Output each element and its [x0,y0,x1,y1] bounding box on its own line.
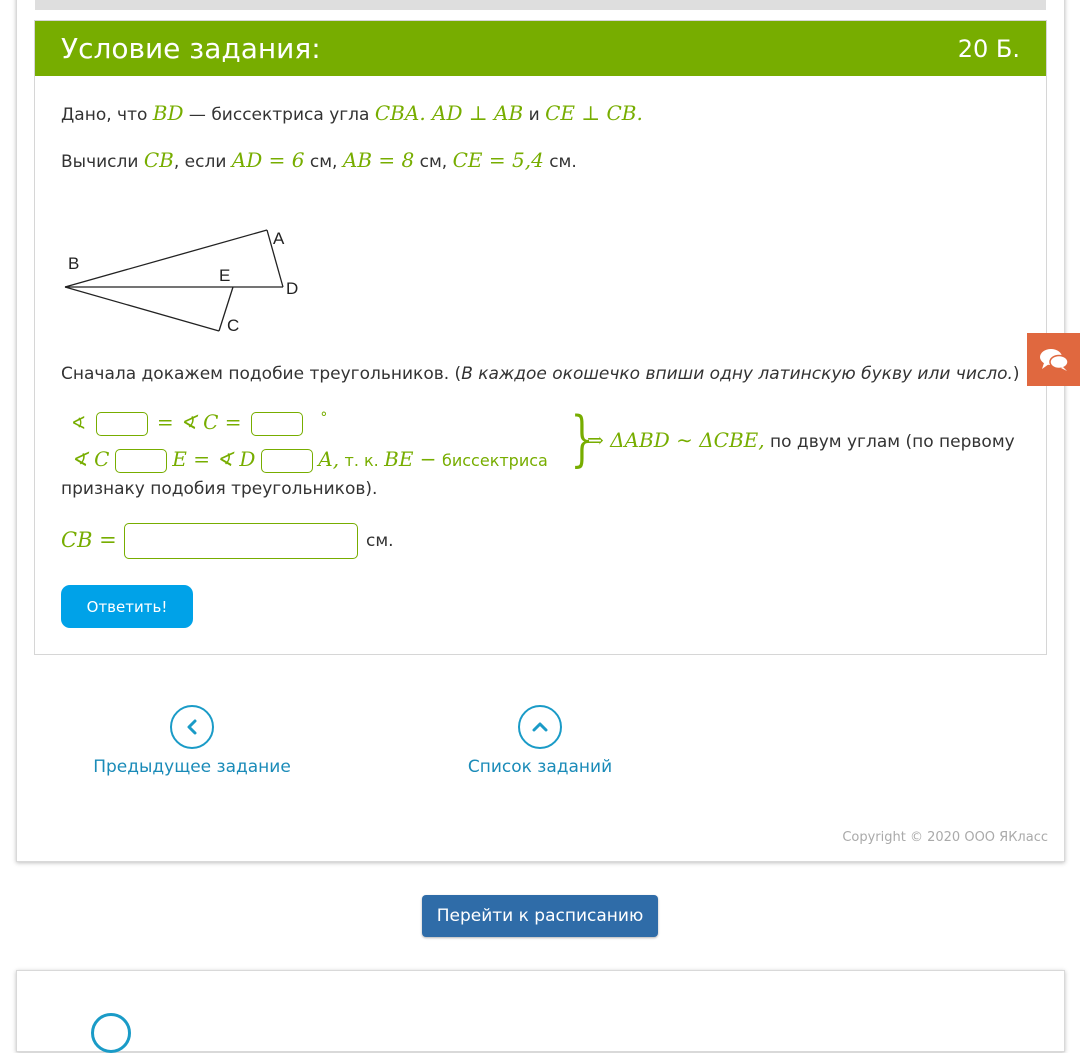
given-text-2: — биссектриса угла [188,105,370,125]
task-list-link[interactable] [440,705,640,777]
answer-box-1[interactable] [96,412,148,436]
chat-icon [1039,348,1069,372]
chat-button[interactable] [1027,333,1080,386]
label-d: D [286,279,299,298]
proof-intro-end: ) [1012,364,1020,384]
row1-eq: = ∢ C = [156,410,242,434]
task-panel [34,20,1047,655]
answer-box-2[interactable] [251,412,303,436]
label-c: C [227,316,240,335]
answer-cb-input[interactable] [124,523,358,559]
row2-tk: т. к. [344,451,379,470]
given-line [61,101,643,125]
task-points: 20 Б. [957,34,1020,63]
proof-intro [61,364,1020,384]
label-e: E [219,266,231,285]
curly-brace: } [570,404,594,474]
compute-ab: AB = 8 [342,148,415,172]
copyright: Copyright © 2020 ООО ЯКласс [842,830,1048,845]
row2-be: BE − [384,447,437,471]
segment-ba [65,230,267,287]
compute-cb: CB [143,148,174,172]
compute-ad: AD = 6 [231,148,305,172]
given-and: и [528,105,540,125]
compute-unit-2: см, [419,152,448,172]
chevron-up-icon [518,705,562,749]
given-bd: BD [152,101,184,125]
degree-symbol: ° [320,410,328,426]
compute-line [61,148,577,172]
top-strip [35,0,1046,10]
answer-row [61,528,117,552]
task-list-label: Список заданий [467,757,613,777]
circle-icon [91,1013,131,1053]
compute-ce: CE = 5,4 [452,148,544,172]
prev-task-link[interactable] [92,705,292,777]
conclusion-text: по двум углам (по первому [770,432,1015,452]
row2-bisector: биссектриса [441,451,548,470]
angle-symbol: ∢ [71,413,87,434]
segment-bc [65,287,219,331]
prev-task-label: Предыдущее задание [93,757,291,777]
row2-a: A, [318,447,340,471]
proof-row-1 [71,410,327,436]
answer-box-3[interactable] [115,449,167,473]
proof-intro-hint: В каждое окошечко впиши одну латинскую букву или число. [461,364,1013,384]
compute-text-2: , если [173,152,227,172]
go-to-schedule-button[interactable]: Перейти к расписанию [422,895,658,937]
task-title: Условие задания: [61,32,321,65]
triangle-figure [61,211,321,341]
proof-conclusion [587,428,1015,452]
row2-angle-d: E = ∢ D [172,447,256,471]
task-header [35,21,1046,76]
conclusion-text-2: признаку подобия треугольников). [61,479,378,499]
proof-conclusion-2 [61,479,377,499]
label-a: A [273,229,285,248]
chevron-left-icon [170,705,214,749]
given-text: Дано, что [61,105,148,125]
conclusion-formula: ⇒ ΔABD ∼ ΔCBE, [587,428,765,452]
compute-unit-1: см, [309,152,338,172]
answer-unit: см. [366,531,394,551]
label-b: B [68,254,80,273]
proof-row-2 [71,447,548,473]
given-cecb: CE ⊥ CB. [545,101,643,125]
proof-intro-text: Сначала докажем подобие треугольников. ( [61,364,462,384]
compute-unit-3: см. [549,152,577,172]
answer-box-4[interactable] [261,449,313,473]
row2-angle-c: ∢ C [71,447,110,471]
compute-text: Вычисли [61,152,139,172]
given-cba: CBA. AD ⊥ AB [374,101,524,125]
answer-label: CB = [61,528,117,552]
submit-button[interactable]: Ответить! [61,585,193,628]
bottom-card [16,970,1065,1052]
